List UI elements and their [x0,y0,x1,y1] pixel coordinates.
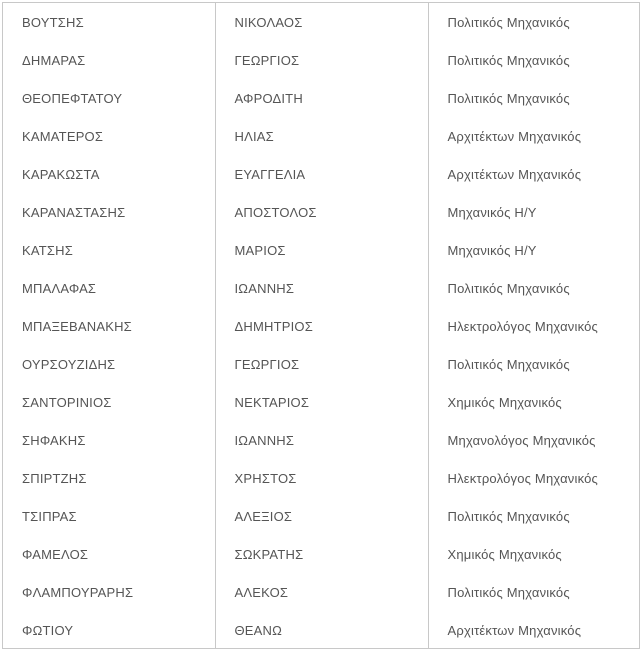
table-row [3,155,639,193]
first-name-cell: ΝΕΚΤΑΡΙΟΣ [215,383,428,421]
surname-cell: ΣΠΙΡΤΖΗΣ [22,470,87,486]
table-row [3,3,639,41]
surname-cell: ΒΟΥΤΣΗΣ [22,14,84,30]
first-name-cell: ΘΕΑΝΩ [215,611,428,649]
table-row [3,535,639,573]
surname-cell: ΚΑΜΑΤΕΡΟΣ [22,128,104,144]
first-name-cell: ΧΡΗΣΤΟΣ [215,459,428,497]
surname-cell: ΦΛΑΜΠΟΥΡΑΡΗΣ [22,584,134,600]
specialty-cell: Πολιτικός Μηχανικός [428,79,639,117]
table-row [3,611,639,649]
first-name-cell: ΝΙΚΟΛΑΟΣ [215,3,428,41]
first-name-cell: ΑΛΕΚΟΣ [215,573,428,611]
specialty-cell: Πολιτικός Μηχανικός [428,497,639,535]
engineers-table-container [2,2,640,649]
specialty-cell: Πολιτικός Μηχανικός [428,345,639,383]
table-row [3,459,639,497]
first-name-cell: ΣΩΚΡΑΤΗΣ [215,535,428,573]
first-name-cell: ΑΠΟΣΤΟΛΟΣ [215,193,428,231]
table-row [3,497,639,535]
surname-cell: ΦΩΤΙΟΥ [22,622,74,638]
first-name-cell: ΑΛΕΞΙΟΣ [215,497,428,535]
surname-cell: ΣΑΝΤΟΡΙΝΙΟΣ [22,394,112,410]
specialty-cell: Αρχιτέκτων Μηχανικός [428,117,639,155]
first-name-cell: ΑΦΡΟΔΙΤΗ [215,79,428,117]
surname-cell: ΘΕΟΠΕΦΤΑΤΟΥ [22,90,123,106]
surname-cell: ΔΗΜΑΡΑΣ [22,52,86,68]
table-row [3,269,639,307]
first-name-cell: ΓΕΩΡΓΙΟΣ [215,345,428,383]
specialty-cell: Μηχανικός Η/Υ [428,193,639,231]
first-name-cell: ΙΩΑΝΝΗΣ [215,421,428,459]
specialty-cell: Αρχιτέκτων Μηχανικός [428,611,639,649]
table-row [3,193,639,231]
specialty-cell: Ηλεκτρολόγος Μηχανικός [428,307,639,345]
specialty-cell: Πολιτικός Μηχανικός [428,573,639,611]
specialty-cell: Πολιτικός Μηχανικός [428,3,639,41]
specialty-cell: Ηλεκτρολόγος Μηχανικός [428,459,639,497]
first-name-cell: ΗΛΙΑΣ [215,117,428,155]
specialty-cell: Μηχανικός Η/Υ [428,231,639,269]
engineers-table [3,3,639,649]
first-name-cell: ΜΑΡΙΟΣ [215,231,428,269]
table-row [3,117,639,155]
first-name-cell: ΔΗΜΗΤΡΙΟΣ [215,307,428,345]
specialty-cell: Πολιτικός Μηχανικός [428,41,639,79]
surname-cell: ΜΠΑΞΕΒΑΝΑΚΗΣ [22,318,132,334]
surname-cell: ΣΗΦΑΚΗΣ [22,432,86,448]
table-body [3,3,639,649]
first-name-cell: ΙΩΑΝΝΗΣ [215,269,428,307]
surname-cell: ΚΑΤΣΗΣ [22,242,73,258]
specialty-cell: Αρχιτέκτων Μηχανικός [428,155,639,193]
table-row [3,79,639,117]
first-name-cell: ΕΥΑΓΓΕΛΙΑ [215,155,428,193]
table-row [3,573,639,611]
surname-cell: ΜΠΑΛΑΦΑΣ [22,280,97,296]
table-row [3,41,639,79]
table-row [3,307,639,345]
surname-cell: ΦΑΜΕΛΟΣ [22,546,89,562]
surname-cell: ΚΑΡΑΝΑΣΤΑΣΗΣ [22,204,126,220]
surname-cell: ΚΑΡΑΚΩΣΤΑ [22,166,100,182]
table-row [3,421,639,459]
table-row [3,383,639,421]
specialty-cell: Χημικός Μηχανικός [428,535,639,573]
specialty-cell: Χημικός Μηχανικός [428,383,639,421]
surname-cell: ΟΥΡΣΟΥΖΙΔΗΣ [22,356,116,372]
first-name-cell: ΓΕΩΡΓΙΟΣ [215,41,428,79]
table-row [3,345,639,383]
table-row [3,231,639,269]
specialty-cell: Μηχανολόγος Μηχανικός [428,421,639,459]
surname-cell: ΤΣΙΠΡΑΣ [22,508,77,524]
specialty-cell: Πολιτικός Μηχανικός [428,269,639,307]
